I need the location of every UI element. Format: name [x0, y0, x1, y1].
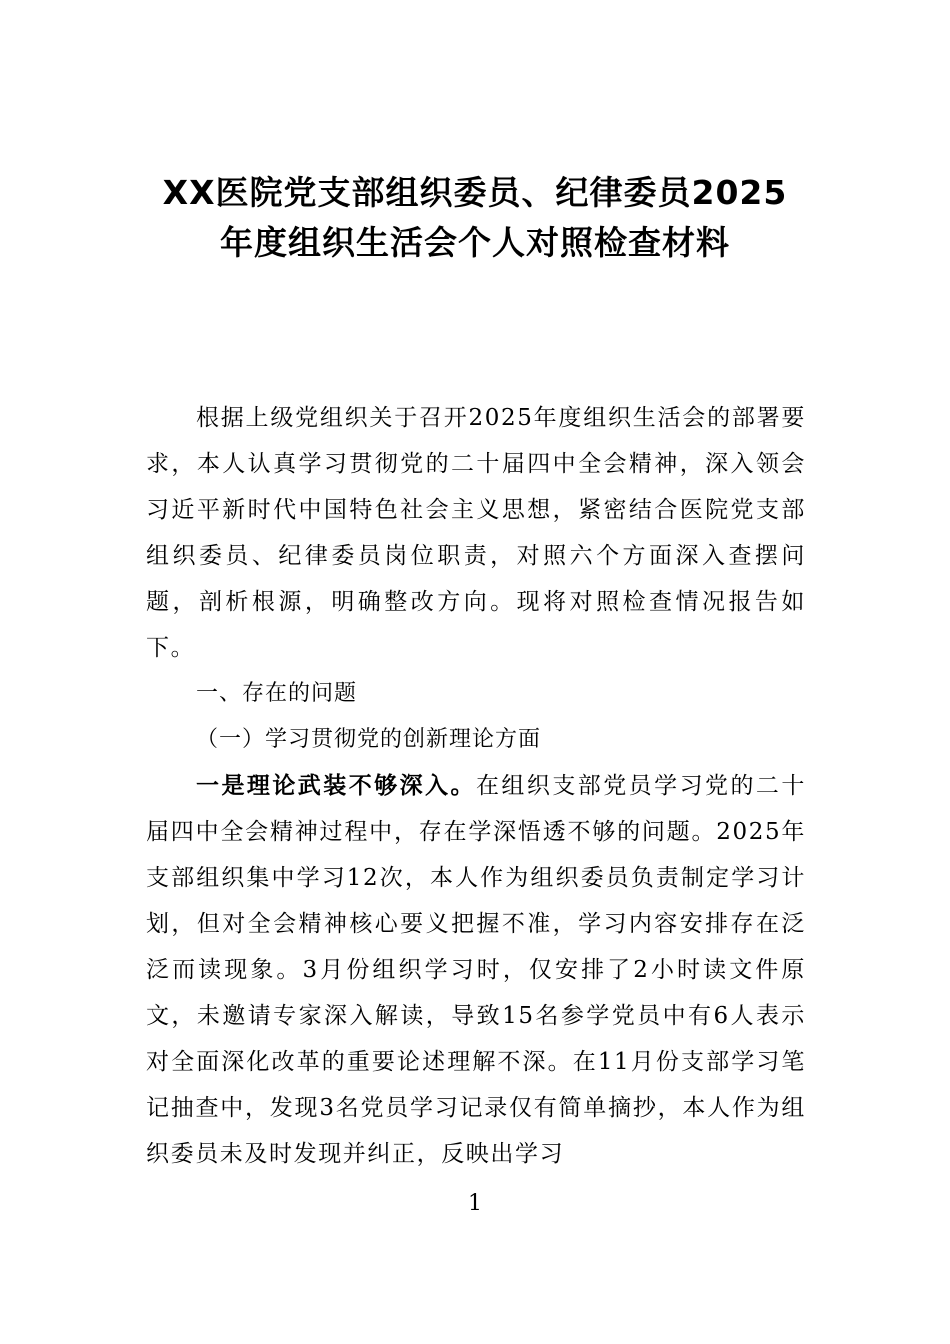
- point-lead-1: 一是理论武装不够深入。: [196, 773, 476, 799]
- point-body-1: 在组织支部党员学习党的二十届四中全会精神过程中，存在学深悟透不够的问题。2025年支部组织集中学习12次，本人作为组织委员负责制定学习计划，但对全会精神核心要义把握不准，学习内容安排存在泛泛而读现象。3月份组织学习时，仅安排了2小时读文件原文，未邀请专家深入解读，导致15名参学党员中有6人表示对全面深化改革的重要论述理解不深。在11月份支部学习笔记抽查中，发现3名党员学习记录仅有简单摘抄，本人作为组织委员未及时发现并纠正，反映出学习: [146, 773, 806, 1167]
- point-paragraph-1: [146, 763, 806, 1177]
- document-title: [120, 168, 830, 268]
- subsection-heading-theory-study: （一）学习贯彻党的创新理论方面: [196, 727, 542, 752]
- section-heading-problems: 一、存在的问题: [196, 681, 358, 706]
- page-number: 1: [468, 1191, 482, 1216]
- document-body: [146, 395, 806, 1177]
- title-line-1: XX医院党支部组织委员、纪律委员2025: [162, 173, 788, 212]
- title-line-2: 年度组织生活会个人对照检查材料: [220, 223, 730, 262]
- intro-paragraph: 根据上级党组织关于召开2025年度组织生活会的部署要求，本人认真学习贯彻党的二十届四中全会精神，深入领会习近平新时代中国特色社会主义思想，紧密结合医院党支部组织委员、纪律委员岗位职责，对照六个方面深入查摆问题，剖析根源，明确整改方向。现将对照检查情况报告如下。: [146, 405, 806, 661]
